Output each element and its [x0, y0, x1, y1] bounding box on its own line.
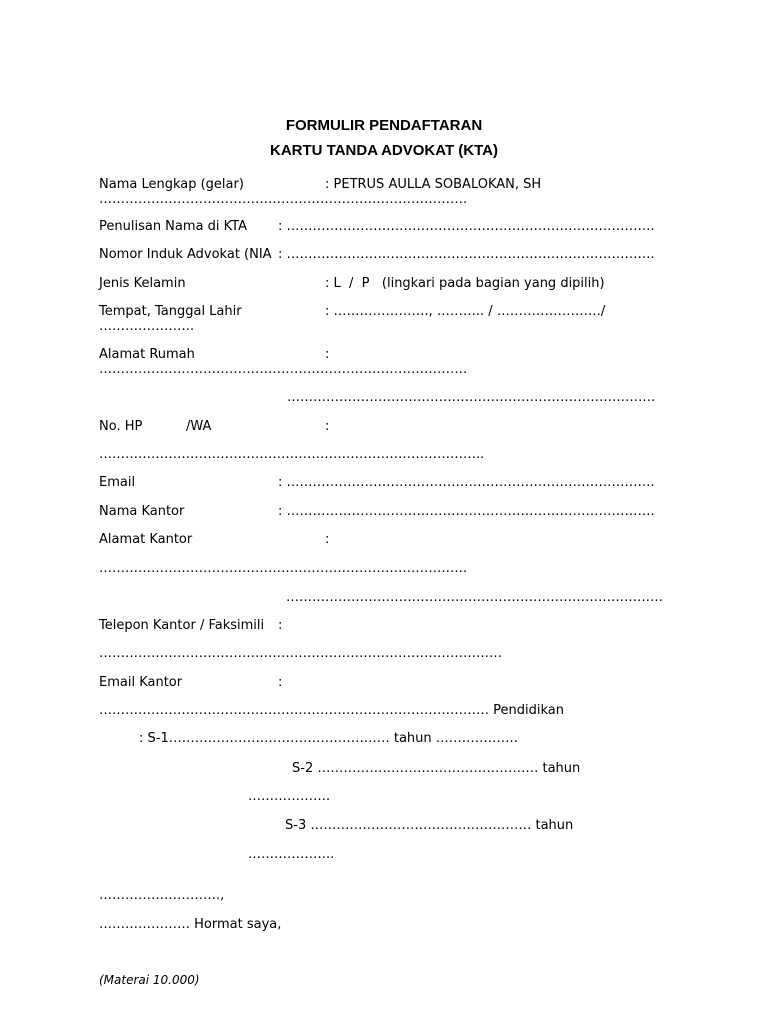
- pendidikan-s2: S-2 …………………………………………… tahun: [292, 761, 581, 776]
- email-kantor-colon: :: [278, 675, 283, 690]
- nama-dots: ………………………………………………………………………….: [99, 192, 468, 207]
- penulisan-value: : ………………………………………………………………………….: [278, 219, 655, 234]
- pendidikan-s3: S-3 …………………………………………… tahun: [285, 818, 574, 833]
- materai-note: (Materai 10.000): [99, 973, 200, 987]
- nama-label: Nama Lengkap (gelar): [99, 177, 244, 192]
- nama-value: : PETRUS AULLA SOBALOKAN, SH: [325, 177, 542, 192]
- alamat-dots-1: ………………………………………………………………………….: [99, 362, 468, 377]
- alamat-kantor-colon: :: [325, 532, 330, 547]
- ttl-dots: ………………….: [99, 319, 195, 334]
- ttl-value: : …………………., ……….. / ……………………/: [325, 304, 606, 319]
- hormat-saya: ………………… Hormat saya,: [99, 917, 282, 932]
- email-label: Email: [99, 475, 136, 490]
- alamat-kantor-label: Alamat Kantor: [99, 532, 193, 547]
- hp-dots: ……………………………………………………………………………..: [99, 447, 485, 462]
- form-title-line1: FORMULIR PENDAFTARAN: [285, 117, 483, 134]
- penulisan-label: Penulisan Nama di KTA: [99, 219, 247, 234]
- email-kantor-dots-pendidikan: ……………………………………………………………………………… Pendidikan: [99, 703, 564, 718]
- pendidikan-s3-dots: ………………..: [248, 847, 335, 862]
- telepon-kantor-colon: :: [278, 618, 283, 633]
- alamat-colon: :: [325, 347, 330, 362]
- pendidikan-s2-dots: ……………….: [248, 789, 331, 804]
- alamat-label: Alamat Rumah: [99, 347, 195, 362]
- email-value: : ………………………………………………………………………….: [278, 475, 655, 490]
- alamat-dots-2: ………………………………………………………………………….: [287, 390, 656, 405]
- ttl-label: Tempat, Tanggal Lahir: [99, 304, 242, 319]
- nia-value: : ………………………………………………………………………….: [278, 247, 655, 262]
- alamat-kantor-dots-1: ………………………………………………………………………….: [99, 561, 468, 576]
- jenis-kelamin-label: Jenis Kelamin: [99, 276, 186, 291]
- email-kantor-label: Email Kantor: [99, 675, 183, 690]
- form-title-line2: KARTU TANDA ADVOKAT (KTA): [269, 142, 499, 159]
- nama-kantor-label: Nama Kantor: [99, 504, 185, 519]
- nia-label: Nomor Induk Advokat (NIA: [99, 247, 272, 262]
- telepon-kantor-dots: …………………………………………………………………………………: [99, 646, 502, 661]
- pendidikan-s1: : S-1…………………………………………… tahun ……………….: [139, 731, 518, 746]
- hp-wa-label: /WA: [186, 419, 212, 434]
- hp-label: No. HP: [99, 419, 143, 434]
- alamat-kantor-dots-2: ……………………………………………………………………………: [286, 590, 663, 605]
- hp-colon: :: [325, 419, 330, 434]
- place-date-line: ……………………….,: [99, 888, 225, 903]
- jenis-kelamin-value: : L / P (lingkari pada bagian yang dipilih): [325, 276, 605, 291]
- nama-kantor-value: : ………………………………………………………………………….: [278, 504, 655, 519]
- telepon-kantor-label: Telepon Kantor / Faksimili: [99, 618, 265, 633]
